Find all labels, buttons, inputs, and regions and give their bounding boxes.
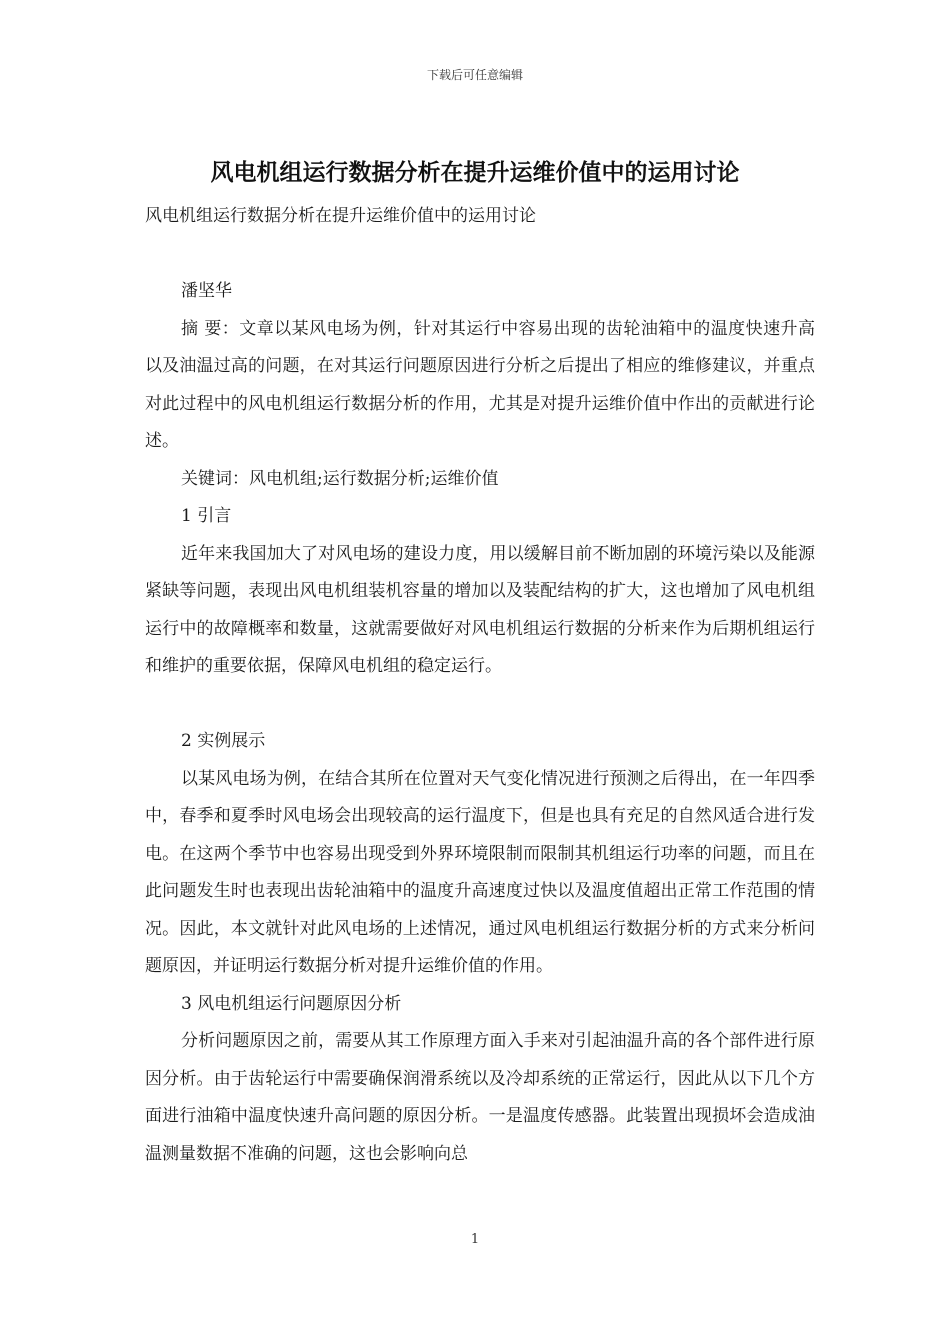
- document-subtitle: 风电机组运行数据分析在提升运维价值中的运用讨论: [145, 206, 536, 226]
- blank-line: [145, 236, 815, 274]
- section-paragraph-cause-analysis: 分析问题原因之前，需要从其工作原理方面入手来对引起油温升高的各个部件进行原因分析。由于齿轮运行中需要确保润滑系统以及冷却系统的正常运行，因此从以下几个方面进行油箱中温度快速升高问题的原因分析。一是温度传感器。此装置出现损坏会造成油温测量数据不准确的问题，这也会影响向总: [145, 1031, 815, 1164]
- section-paragraph-example: 以某风电场为例，在结合其所在位置对天气变化情况进行预测之后得出，在一年四季中，春季和夏季时风电场会出现较高的运行温度下，但是也具有充足的自然风适合进行发电。在这两个季节中也容易出现受到外界环境限制而限制其机组运行功率的问题，而且在此问题发生时也表现出齿轮油箱中的温度升高速度过快以及温度值超出正常工作范围的情况。因此，本文就针对此风电场的上述情况，通过风电机组运行数据分析的方式来分析问题原因，并证明运行数据分析对提升运维价值的作用。: [145, 768, 815, 976]
- section-paragraph-introduction: 近年来我国加大了对风电场的建设力度，用以缓解目前不断加剧的环境污染以及能源紧缺等问题，表现出风电机组装机容量的增加以及装配结构的扩大，这也增加了风电机组运行中的故障概率和数量，这就需要做好对风电机组运行数据的分析来作为后期机组运行和维护的重要依据，保障风电机组的稳定运行。: [145, 543, 815, 676]
- document-body: [145, 198, 815, 1173]
- header-note: 下载后可任意编辑: [426, 68, 523, 82]
- abstract-paragraph: 摘 要：文章以某风电场为例，针对其运行中容易出现的齿轮油箱中的温度快速升高以及油温过高的问题，在对其运行问题原因进行分析之后提出了相应的维修建议，并重点对此过程中的风电机组运行数据分析的作用，尤其是对提升运维价值中作出的贡献进行论述。: [145, 318, 815, 451]
- author-name: 潘坚华: [181, 281, 232, 301]
- section-heading-example: 2 实例展示: [181, 731, 266, 751]
- document-title: 风电机组运行数据分析在提升运维价值中的运用讨论: [210, 159, 740, 186]
- page-number: 1: [470, 1232, 480, 1247]
- section-heading-introduction: 1 引言: [181, 506, 232, 526]
- keywords-line: 关键词：风电机组;运行数据分析;运维价值: [181, 468, 499, 489]
- blank-line: [145, 686, 815, 724]
- section-heading-cause-analysis: 3 风电机组运行问题原因分析: [181, 993, 402, 1014]
